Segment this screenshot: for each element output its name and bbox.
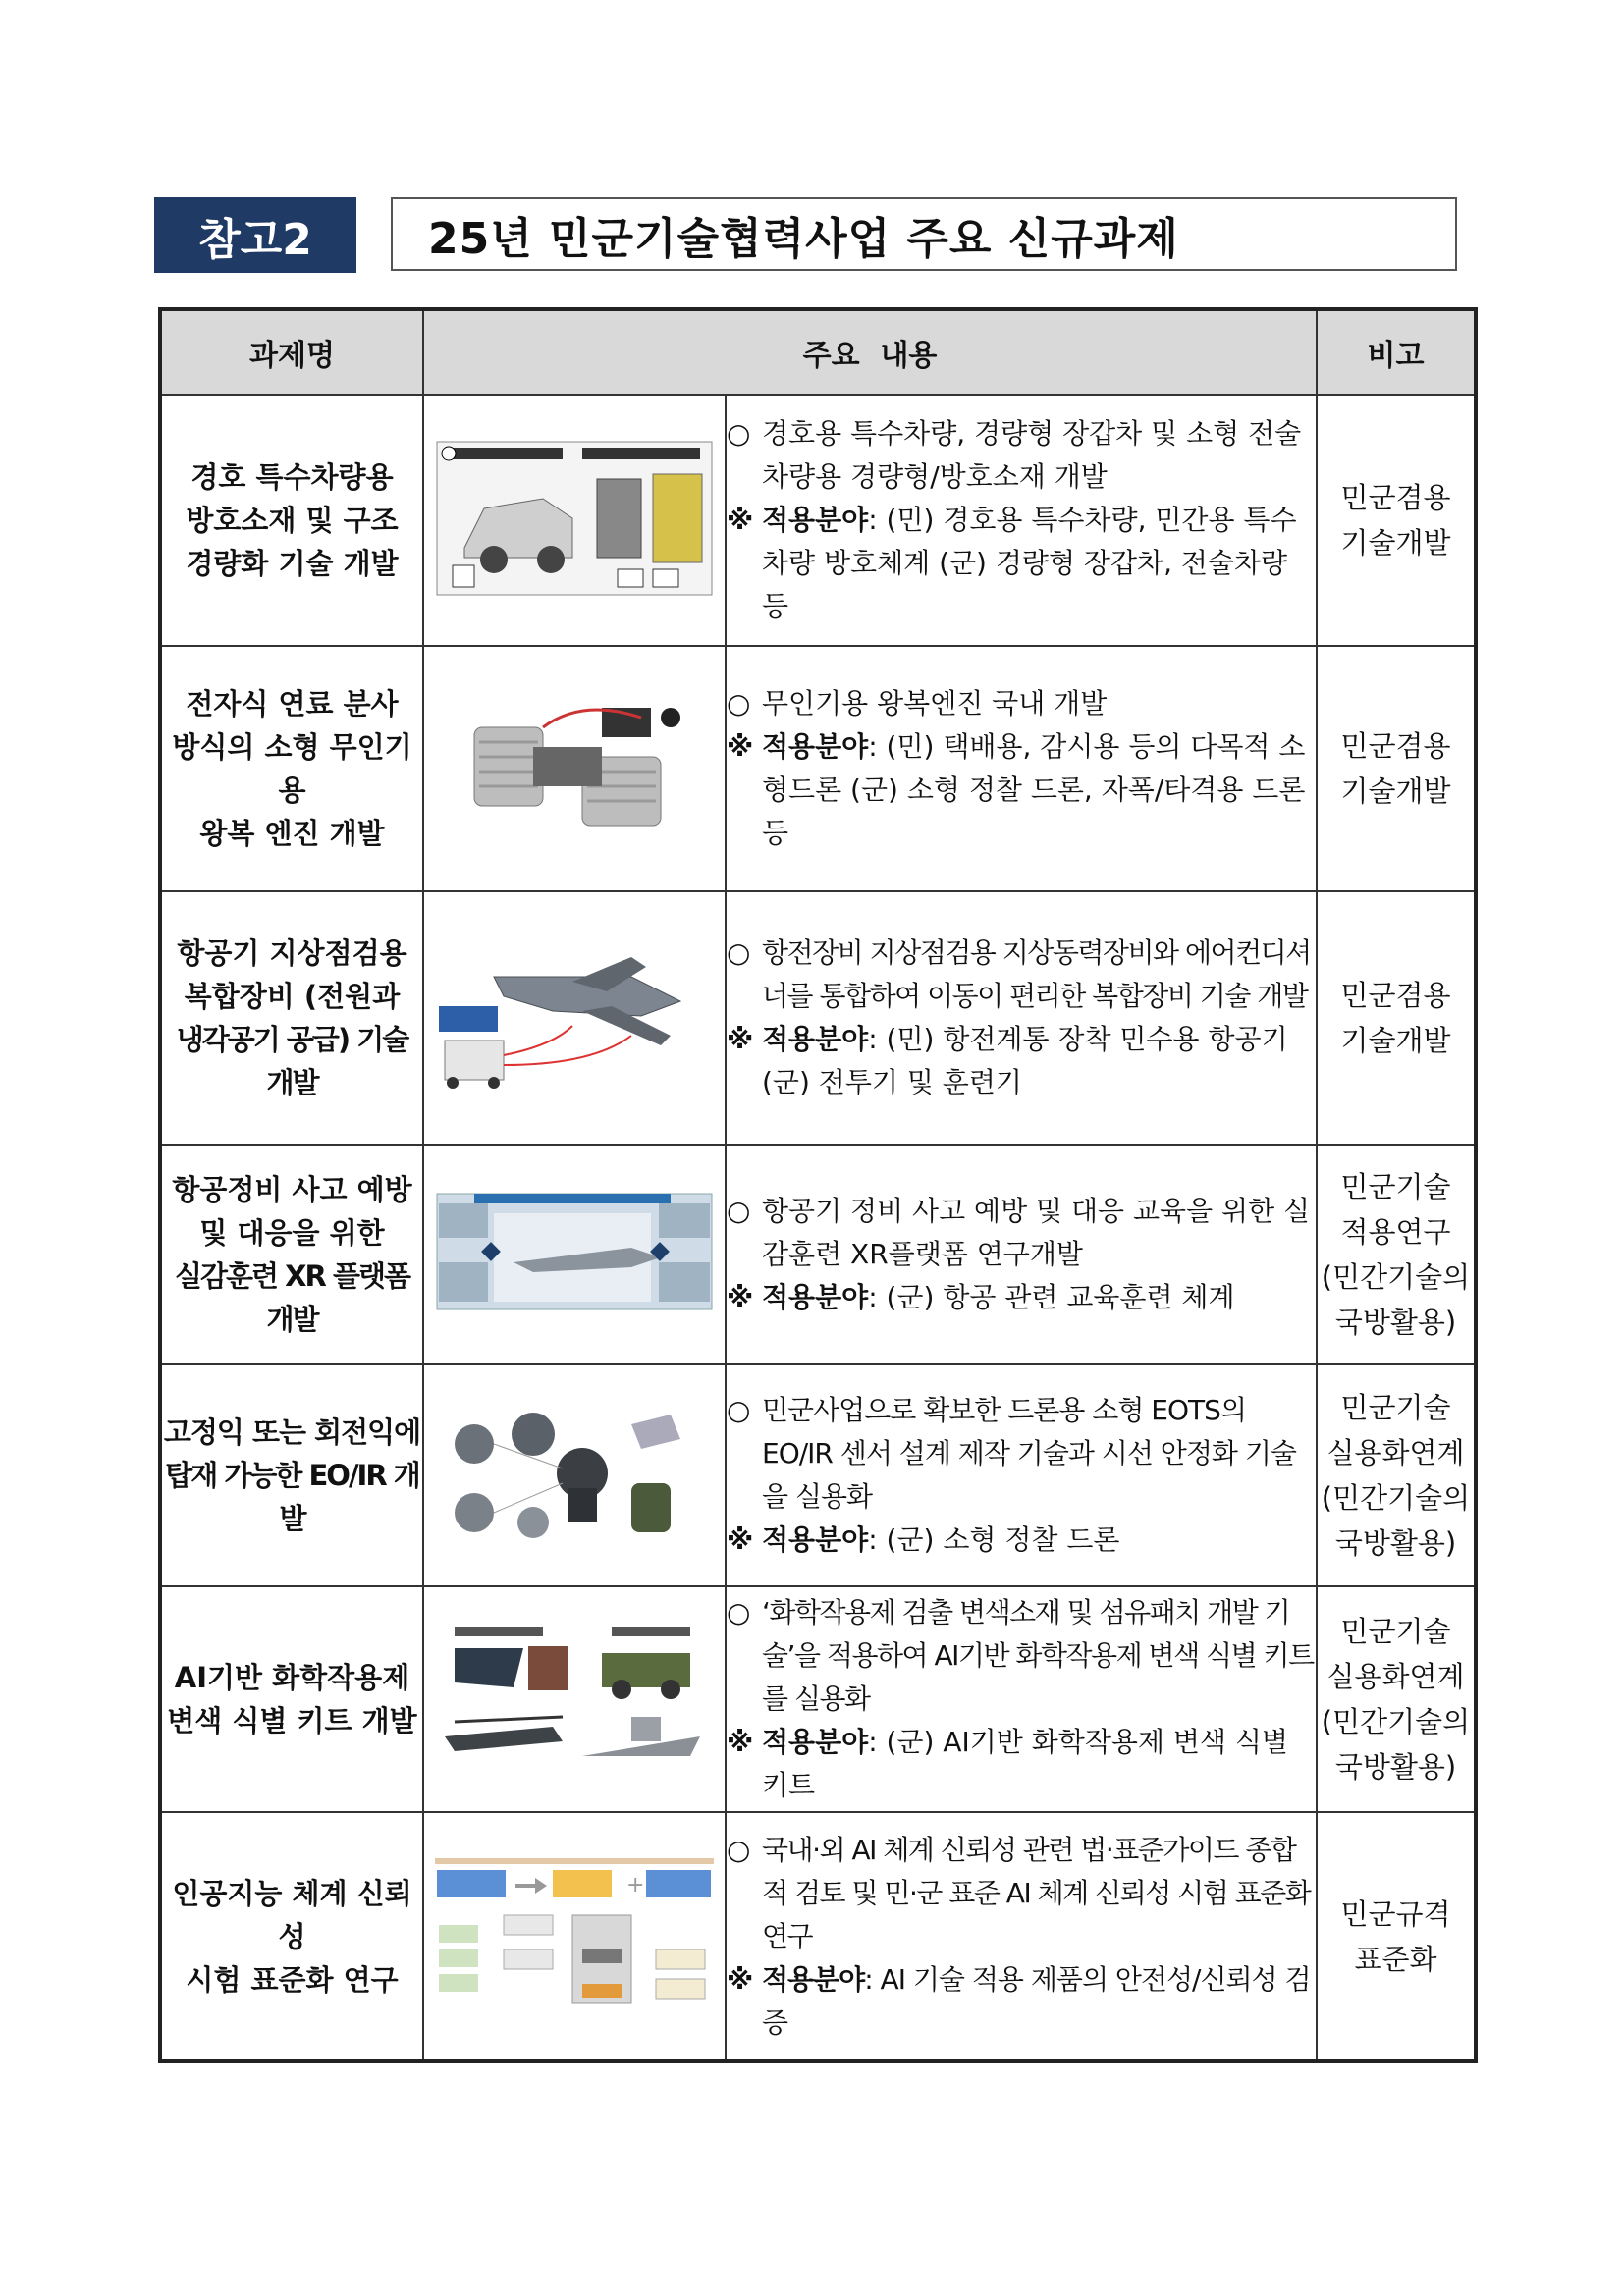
eo-ir-sensor-illustration (435, 1395, 714, 1552)
project-image (423, 891, 726, 1145)
application-text: : (민) 항전계통 장착 민수용 항공기 (군) 전투기 및 훈련기 (762, 1023, 1288, 1098)
name-line: 왕복 엔진 개발 (199, 817, 385, 850)
note-line: 국방활용) (1334, 1526, 1457, 1560)
table-row (160, 1145, 1476, 1364)
name-line: 탑재 가능한 EO/IR 개발 (165, 1459, 419, 1535)
application-field (727, 1721, 1316, 1807)
name-line: 경호 특수차량용 (190, 460, 394, 494)
project-description (726, 1145, 1317, 1364)
table-row (160, 891, 1476, 1145)
circle-bullet-icon: ○ (727, 1833, 751, 1866)
reference-mark-icon: ※ (727, 1726, 754, 1758)
reference-mark-icon: ※ (727, 1523, 754, 1556)
note-line: 민군기술 (1340, 1170, 1451, 1203)
application-field (727, 1958, 1316, 2045)
name-line: 항공기 지상점검용 (177, 936, 407, 970)
table-row (160, 646, 1476, 891)
page-title: 25년 민군기술협력사업 주요 신규과제 (391, 197, 1457, 271)
application-label: 적용분야 (762, 1962, 865, 1996)
application-field (727, 1519, 1316, 1562)
application-field (727, 1018, 1316, 1104)
project-image (423, 1364, 726, 1586)
project-name (160, 891, 423, 1145)
application-text: : (군) 항공 관련 교육훈련 체계 (868, 1281, 1235, 1313)
name-line: 인공지능 체계 신뢰성 (172, 1876, 412, 1953)
circle-bullet-icon: ○ (727, 687, 751, 720)
name-line: 고정익 또는 회전익에 (163, 1415, 421, 1449)
application-label: 적용분야 (762, 1281, 869, 1313)
content-text: 국내·외 AI 체계 신뢰성 관련 법·표준가이드 종합적 검토 및 민·군 표준 AI 체계 신뢰성 시험 표준화 연구 (762, 1833, 1311, 1952)
col-header-content: 주요 내용 (423, 309, 1317, 395)
reference-mark-icon: ※ (727, 1962, 754, 1996)
content-text: ‘화학작용제 검출 변색소재 및 섬유패치 개발 기술’을 적용하여 AI기반 화학작용제 변색 식별 키트를 실용화 (762, 1596, 1314, 1715)
name-line: AI기반 화학작용제 (174, 1661, 410, 1694)
name-line: 방식의 소형 무인기용 (172, 730, 412, 807)
note-line: (민간기술의 (1321, 1260, 1471, 1294)
project-name (160, 395, 423, 646)
project-image (423, 395, 726, 646)
project-image (423, 1145, 726, 1364)
name-line: 냉각공기 공급) 기술 개발 (176, 1023, 408, 1099)
project-note (1317, 646, 1476, 891)
armored-vehicle-illustration (435, 440, 714, 597)
reference-mark-icon: ※ (727, 504, 754, 536)
note-line: 국방활용) (1334, 1750, 1457, 1784)
application-text: : AI 기술 적용 제품의 안전성/신뢰성 검증 (762, 1962, 1311, 2039)
table-row (160, 1364, 1476, 1586)
circle-bullet-icon: ○ (727, 936, 751, 969)
note-line: (민간기술의 (1321, 1705, 1471, 1738)
project-name (160, 1586, 423, 1812)
project-name (160, 646, 423, 891)
application-text: : (민) 택배용, 감시용 등의 다목적 소형드론 (군) 소형 정찰 드론, 자폭/타격용 드론 등 (762, 730, 1306, 849)
note-line: 적용연구 (1340, 1215, 1451, 1249)
name-line: 항공정비 사고 예방 (172, 1173, 412, 1206)
note-line: 민군겸용 (1340, 729, 1451, 763)
military-equipment-illustration (435, 1619, 714, 1776)
project-name (160, 1364, 423, 1586)
xr-training-illustration (435, 1174, 714, 1331)
application-field (727, 725, 1316, 855)
content-text: 항전장비 지상점검용 지상동력장비와 에어컨디셔너를 통합하여 이동이 편리한 복합장비 기술 개발 (762, 936, 1311, 1012)
main-content (727, 932, 1316, 1018)
project-name (160, 1145, 423, 1364)
table-row (160, 1812, 1476, 2061)
note-line: 민군기술 (1340, 1615, 1451, 1648)
project-note (1317, 1812, 1476, 2061)
main-content (727, 682, 1316, 725)
project-image (423, 1812, 726, 2061)
application-text: : (군) 소형 정찰 드론 (868, 1523, 1120, 1556)
note-line: 실용화연계 (1326, 1660, 1465, 1693)
application-text: : (군) AI기반 화학작용제 변색 식별 키트 (762, 1726, 1288, 1801)
project-note (1317, 1364, 1476, 1586)
name-line: 및 대응을 위한 (199, 1216, 385, 1250)
svg-text:+: + (626, 1872, 645, 1897)
note-line: 민군규격 (1340, 1896, 1451, 1931)
project-description (726, 891, 1317, 1145)
main-content (727, 1389, 1316, 1519)
application-text: : (민) 경호용 특수차량, 민간용 특수차량 방호체계 (군) 경량형 장갑차, 전술차량 등 (762, 504, 1297, 622)
project-description (726, 395, 1317, 646)
col-header-name: 과제명 (160, 309, 423, 395)
circle-bullet-icon: ○ (727, 1596, 751, 1629)
main-content (727, 412, 1316, 499)
reference-mark-icon: ※ (727, 730, 754, 763)
project-note (1317, 395, 1476, 646)
main-content (727, 1829, 1316, 1958)
note-line: 민군겸용 (1340, 481, 1451, 514)
circle-bullet-icon: ○ (727, 417, 751, 450)
name-line: 방호소재 및 구조 (186, 504, 399, 537)
fighter-jet-illustration (435, 937, 714, 1095)
project-table (158, 307, 1478, 2063)
table-row (160, 395, 1476, 646)
project-image (423, 646, 726, 891)
project-note (1317, 1586, 1476, 1812)
table-header-row (160, 309, 1476, 395)
reference-mark-icon: ※ (727, 1281, 754, 1313)
project-description (726, 1812, 1317, 2061)
note-line: 기술개발 (1340, 526, 1451, 560)
reference-badge: 참고2 (154, 197, 356, 273)
name-line: 전자식 연료 분사 (186, 687, 399, 721)
name-line: 경량화 기술 개발 (186, 547, 399, 580)
engine-illustration (435, 688, 714, 845)
note-line: (민간기술의 (1321, 1481, 1471, 1515)
content-text: 경호용 특수차량, 경량형 장갑차 및 소형 전술차량용 경량형/방호소재 개발 (762, 417, 1302, 493)
main-content (727, 1190, 1316, 1276)
application-label: 적용분야 (762, 1023, 869, 1055)
name-line: 변색 식별 키트 개발 (167, 1704, 417, 1737)
application-label: 적용분야 (762, 730, 869, 763)
application-label: 적용분야 (762, 1523, 869, 1556)
project-name (160, 1812, 423, 2061)
project-description (726, 1586, 1317, 1812)
circle-bullet-icon: ○ (727, 1394, 751, 1426)
name-line: 시험 표준화 연구 (186, 1962, 399, 1997)
content-text: 무인기용 왕복엔진 국내 개발 (762, 687, 1108, 720)
reference-mark-icon: ※ (727, 1023, 754, 1055)
application-field (727, 1276, 1316, 1319)
name-line: 실감훈련 XR 플랫폼 개발 (175, 1259, 409, 1336)
note-line: 기술개발 (1340, 1024, 1451, 1057)
col-header-note: 비고 (1317, 309, 1476, 395)
project-description (726, 646, 1317, 891)
circle-bullet-icon: ○ (727, 1195, 751, 1227)
project-image (423, 1586, 726, 1812)
table-row (160, 1586, 1476, 1812)
application-field (727, 499, 1316, 628)
project-note (1317, 891, 1476, 1145)
project-description (726, 1364, 1317, 1586)
application-label: 적용분야 (762, 504, 869, 536)
note-line: 기술개발 (1340, 774, 1451, 808)
note-line: 표준화 (1354, 1942, 1437, 1976)
note-line: 실용화연계 (1326, 1436, 1465, 1469)
content-text: 민군사업으로 확보한 드론용 소형 EOTS의 EO/IR 센서 설계 제작 기술과 시선 안정화 기술을 실용화 (762, 1394, 1296, 1513)
note-line: 국방활용) (1334, 1306, 1457, 1339)
note-line: 민군겸용 (1340, 979, 1451, 1012)
name-line: 복합장비 (전원과 (184, 980, 401, 1013)
project-note (1317, 1145, 1476, 1364)
application-label: 적용분야 (762, 1726, 869, 1758)
main-content (727, 1591, 1316, 1721)
ai-test-flow-diagram (435, 1856, 714, 2013)
note-line: 민군기술 (1340, 1391, 1451, 1424)
content-text: 항공기 정비 사고 예방 및 대응 교육을 위한 실감훈련 XR플랫폼 연구개발 (762, 1195, 1311, 1270)
